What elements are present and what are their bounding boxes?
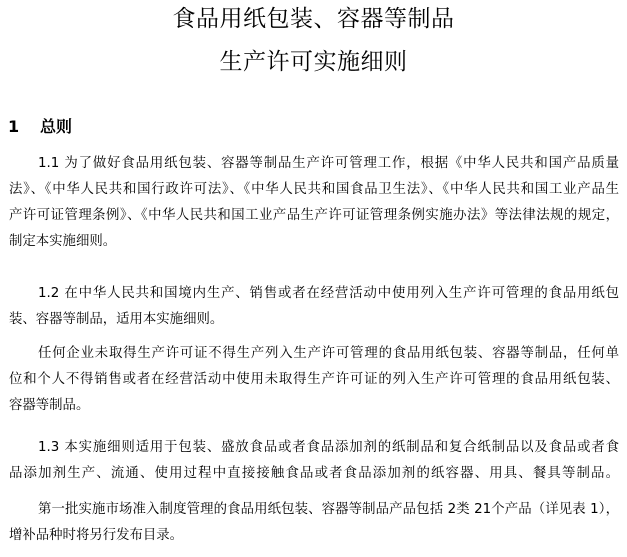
paragraph-line: 品添加剂生产、流通、使用过程中直接接触食品或者食品添加剂的纸容器、用具、餐具等制品。 (9, 466, 619, 481)
paragraph-1-2 (9, 281, 619, 333)
paragraph-line: 增补品种时将另行发布目录。 (9, 528, 184, 543)
paragraph-line: 产许可证管理条例》、《中华人民共和国工业产品生产许可证管理条例实施办法》等法律法规的规定， (9, 208, 619, 223)
section-number: 1 (8, 117, 20, 136)
document-title-line-2: 生产许可实施细则 (219, 49, 408, 75)
paragraph-license-requirement (9, 341, 619, 419)
section-heading (8, 116, 72, 138)
paragraph-1-1 (9, 151, 619, 255)
paragraph-line: 制定本实施细则。 (9, 234, 117, 249)
paragraph-line: 任何企业未取得生产许可证不得生产列入生产许可管理的食品用纸包装、容器等制品，任何单 (38, 346, 619, 361)
paragraph-line: 容器等制品。 (9, 398, 90, 413)
paragraph-1-3 (9, 435, 619, 487)
paragraph-line: 第一批实施市场准入制度管理的食品用纸包装、容器等制品产品包括 2类 21个产品（详见表 1）， (38, 502, 619, 517)
document-title-line-1: 食品用纸包装、容器等制品 (172, 6, 455, 32)
paragraph-line: 1.2 在中华人民共和国境内生产、销售或者在经营活动中使用列入生产许可管理的食品用纸包 (38, 286, 619, 301)
paragraph-line: 位和个人不得销售或者在经营活动中使用未取得生产许可证的列入生产许可管理的食品用纸包装、 (9, 372, 619, 387)
paragraph-line: 1.3 本实施细则适用于包装、盛放食品或者食品添加剂的纸制品和复合纸制品以及食品或者食 (38, 440, 619, 455)
paragraph-first-batch (9, 497, 619, 549)
paragraph-line: 装、容器等制品，适用本实施细则。 (9, 312, 224, 327)
paragraph-line: 1.1 为了做好食品用纸包装、容器等制品生产许可管理工作，根据《中华人民共和国产品质量 (38, 156, 619, 171)
section-title: 总则 (40, 117, 73, 136)
paragraph-line: 法》、《中华人民共和国行政许可法》、《中华人民共和国食品卫生法》、《中华人民共和国工业产品生 (9, 182, 619, 197)
